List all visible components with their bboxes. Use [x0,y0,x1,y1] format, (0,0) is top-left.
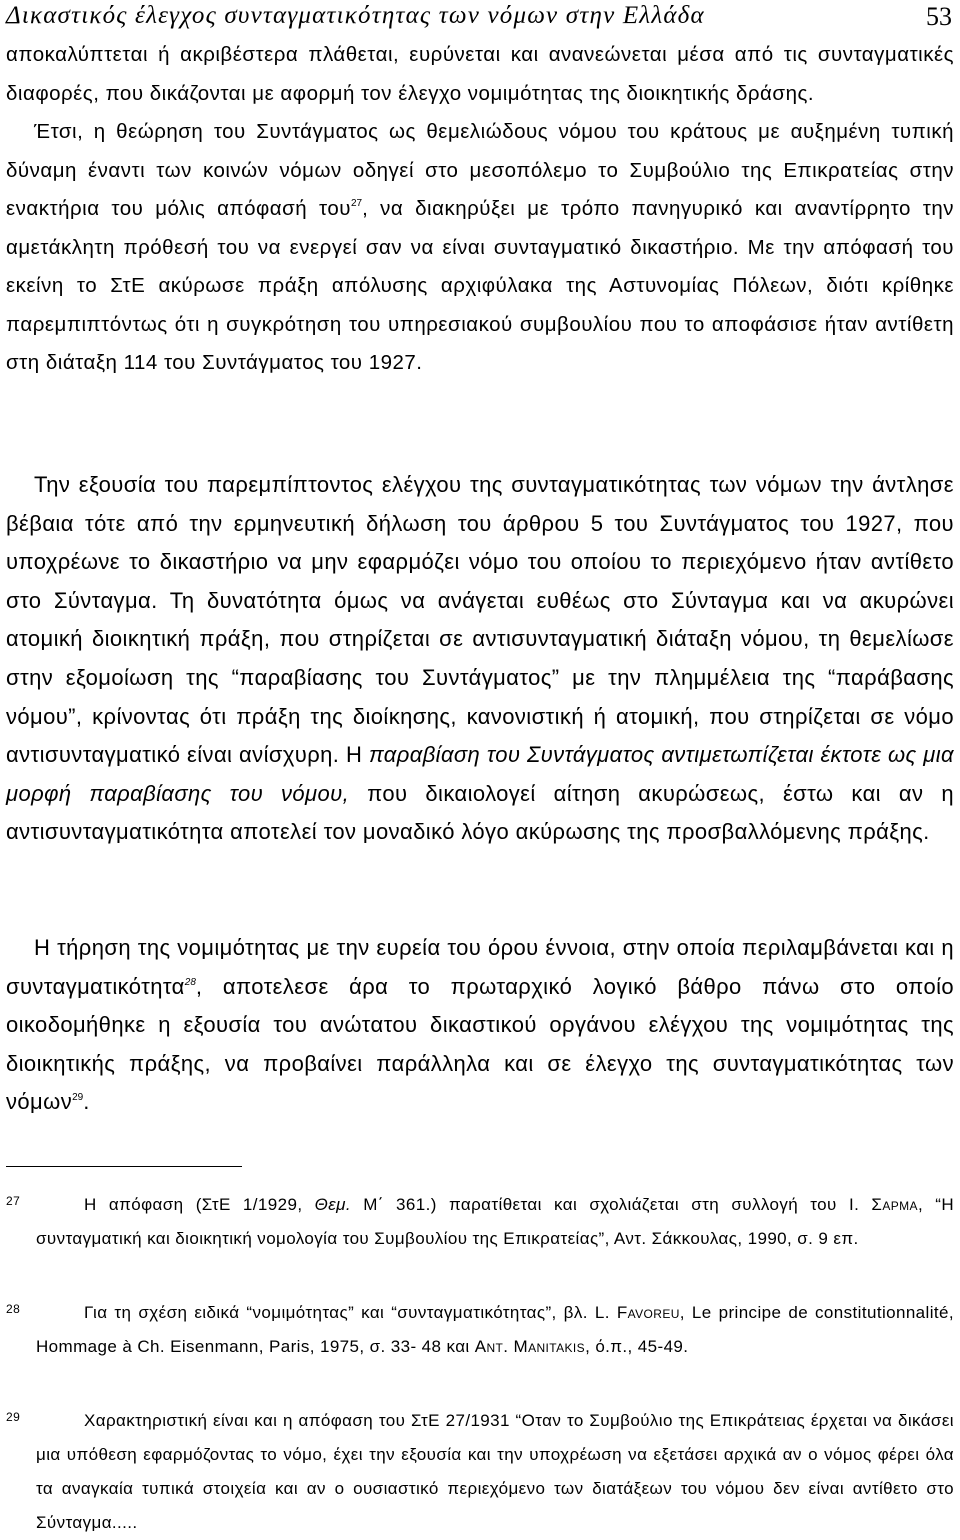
paragraph-2 [6,113,954,383]
footnote-ref-27[interactable]: 27 [350,198,363,209]
footnote-number: 29 [6,1410,21,1424]
paragraph-emphasis: παραβίαση του Συντάγματος αντιμετωπίζεται έκτοτε ως μια μορφή παραβίασης του νόμου, [6,742,954,806]
footnote-italic: Θεμ. [314,1195,351,1214]
running-header [6,2,954,36]
paragraph-3 [6,466,954,852]
body-section-3 [6,929,954,1122]
footnote-text: Χαρακτηριστική είναι και η απόφαση του ΣτΕ 27/1931 “Οταν το Συμβούλιο της Επικράτειας έρχεται να δικάσει μια υπόθεση εφαρμόζοντας το νόμο, έχει την εξουσία και την υποχρέωση να εξετάσει αρχικά αν ο νόμος φέρει όλα τα αναγκαία τυπικά στοιχεία και αν ο ουσιαστικό περιεχόμενο των διατάξεων του νόμου δεν είναι αντίθετο στο Σύνταγμα..... [36,1411,954,1532]
running-title: Δικαστικός έλεγχος συνταγματικότητας των νόμων στην Ελλάδα [6,2,705,29]
footnote-29 [6,1404,954,1540]
author-name: Σαρμα [871,1195,918,1214]
footnote-text-part: Η απόφαση (ΣτΕ 1/1929, [84,1195,315,1214]
footnote-number: 27 [6,1194,21,1208]
footnote-text-part: Για τη σχέση ειδικά “νομιμότητας” και “συνταγματικότητας”, βλ. L. [84,1303,617,1322]
paragraph-text: . [83,1089,90,1115]
footnote-28 [6,1296,954,1364]
footnote-text-part: , Le principe de constitutionnalité, Hommage à Ch. Eisenmann, Paris, 1975, σ. 33- 48 και [36,1303,954,1356]
paragraph-text: αποκαλύπτεται ή ακριβέστερα πλάθεται, ευρύνεται και ανανεώνεται μέσα από τις συνταγματικές διαφορές, που δικάζονται με αφορμή τον έλεγχο νομιμότητας της διοικητικής δράσης. [6,43,954,105]
footnote-separator [6,1166,242,1167]
footnote-ref-28[interactable]: 28 [184,976,196,988]
footnote-text-part: Μ΄ 361.) παρατίθεται και σχολιάζεται στη συλλογή του Ι. [351,1195,872,1214]
footnote-number: 28 [6,1302,21,1316]
footnote-text-part: , ό.π., 45-49. [585,1337,689,1356]
paragraph-text: Η τήρηση της νομιμότητας με την ευρεία του όρου έννοια, στην οποία περιλαμβάνεται και η συνταγματικότητα [6,935,954,999]
paragraph-continuation [6,36,954,113]
paragraph-text: , να διακηρύξει με τρόπο πανηγυρικό και αναντίρρητο την αμετάκλητη πρόθεσή του να ενεργεί σαν να είναι συνταγματικό δικαστήριο. Με την απόφασή του εκείνη το ΣτΕ ακύρωσε πράξη απόλυσης αρχιφύλακα της Αστυνομίας Πόλεων, διότι κρίθηκε παρεμπιπτόντως ότι η συγκρότηση του υπηρεσιακού συμβουλίου που το αποφάσισε ήταν αντίθετη στη διάταξη 114 του Συντάγματος του 1927. [6,197,954,374]
body-section-1 [6,36,954,383]
paragraph-4 [6,929,954,1122]
body-section-2 [6,466,954,852]
paragraph-text: Έτσι, η θεώρηση του Συντάγματος ως θεμελιώδους νόμου του κράτους με αυξημένη τυπική δύναμη έναντι των κοινών νόμων οδηγεί στο μεσοπόλεμο το Συμβούλιο της Επικρατείας στην ενακτήρια του μόλις απόφασή του [6,120,954,220]
paragraph-text: που δικαιολογεί αίτηση ακυρώσεως, έστω και αν η αντισυνταγματικότητα αποτελεί τον μοναδικό λόγο ακύρωσης της προσβαλλόμενης πράξης. [6,780,955,845]
author-name: Favoreu [616,1303,680,1322]
footnote-text-part: , “Η συνταγματική και διοικητική νομολογία του Συμβουλίου της Επικρατείας”, Αντ. Σάκκουλας, 1990, σ. 9 επ. [36,1195,955,1248]
author-name: Αντ. Manitakis [474,1337,586,1356]
paragraph-text: Την εξουσία του παρεμπίπτοντος ελέγχου της συνταγματικότητας των νόμων την άντλησε βέβαια τότε από την ερμηνευτική δήλωση του άρθρου 5 του Συντάγματος του 1927, που υποχρέωνε το δικαστήριο να μην εφαρμόζει νόμο του οποίου το περιεχόμενο ήταν αντίθετο στο Σύνταγμα. Τη δυνατότητα όμως να ανάγεται ευθέως στο Σύνταγμα και να ακυρώνει ατομική διοικητική πράξη, που στηρίζεται σε αντισυνταγματική διάταξη νόμου, τη θεμελίωσε στην εξομοίωση της “παραβίασης του Συντάγματος” με την πλημμέλεια της “παράβασης νόμου”, κρίνοντας ότι πράξη της διοίκησης, κανονιστική ή ατομική, που στηρίζεται σε νόμο αντισυνταγματικό είναι ανίσχυρη. Η [6,472,954,768]
footnote-text [36,1296,954,1364]
footnote-ref-29[interactable]: 29 [72,1092,84,1104]
footnote-text [36,1188,954,1256]
page-number: 53 [926,2,952,31]
footnote-27 [6,1188,954,1256]
paragraph-text: , αποτελεσε άρα το πρωταρχικό λογικό βάθρο πάνω στο οποίο οικοδομήθηκε η εξουσία του ανώτατου δικαστικού οργάνου ελέγχου της νομιμότητας της διοικητικής πράξης, να προβαίνει παράλληλα και σε έλεγχο της συνταγματικότητας των νόμων [6,973,954,1115]
